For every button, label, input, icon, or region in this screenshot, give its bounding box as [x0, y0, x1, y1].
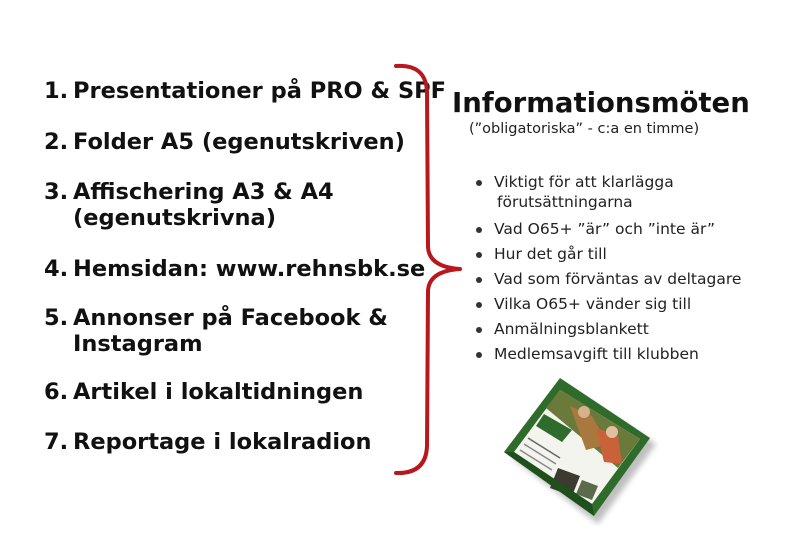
list-item [44, 179, 334, 231]
list-item [44, 379, 363, 405]
bullet-text: Vad som förväntas av deltagare [494, 270, 742, 288]
item-text: Hemsidan: www.rehnsbk.se [73, 256, 426, 282]
bullet-item [474, 267, 741, 292]
item-text: Artikel i lokaltidningen [73, 379, 364, 405]
bullet-text: Vad O65+ ”är” och ”inte är” [494, 220, 716, 238]
bullet-dot-icon [476, 180, 482, 186]
bullet-item [474, 317, 741, 342]
bullet-text: Viktigt för att klarlägga [494, 173, 674, 191]
item-number: 5. [44, 305, 69, 331]
item-number: 6. [44, 379, 69, 405]
list-item [44, 429, 372, 455]
info-subtitle: (”obligatoriska” - c:a en timme) [469, 121, 700, 137]
item-number: 1. [44, 78, 69, 104]
item-number: 7. [44, 429, 69, 455]
bullet-text: Hur det går till [494, 245, 607, 263]
bullet-item [474, 292, 741, 317]
bullet-text: Anmälningsblankett [494, 320, 649, 338]
item-text: Folder A5 (egenutskriven) [73, 129, 405, 155]
bullet-text: Medlemsavgift till klubben [494, 345, 699, 363]
curly-brace-icon [388, 62, 468, 480]
bullet-item [474, 217, 741, 242]
bullet-dot-icon [476, 277, 482, 283]
bullet-text: Vilka O65+ vänder sig till [494, 295, 692, 313]
bullet-text-line2: förutsättningarna [497, 193, 633, 211]
brochure-image [500, 376, 660, 526]
item-number: 4. [44, 256, 69, 282]
bullet-item [474, 170, 741, 215]
list-item [44, 305, 388, 357]
item-text: Annonser på Facebook & [73, 305, 388, 331]
item-text-line2: Instagram [73, 331, 203, 357]
item-number: 2. [44, 129, 69, 155]
bullet-dot-icon [476, 302, 482, 308]
brochure-cover [504, 378, 650, 516]
item-text-line2: (egenutskrivna) [73, 205, 277, 231]
item-text: Reportage i lokalradion [73, 429, 372, 455]
bullet-dot-icon [476, 227, 482, 233]
list-item [44, 256, 425, 282]
bullet-dot-icon [476, 252, 482, 258]
bullet-dot-icon [476, 352, 482, 358]
list-item [44, 129, 405, 155]
list-item [44, 78, 446, 104]
info-bullet-list [474, 170, 741, 367]
item-number: 3. [44, 179, 69, 205]
bullet-dot-icon [476, 327, 482, 333]
item-text: Affischering A3 & A4 [73, 179, 334, 205]
item-text: Presentationer på PRO & SPF [73, 78, 447, 104]
bullet-item [474, 242, 741, 267]
bullet-item [474, 342, 741, 367]
info-title: Informationsmöten [452, 87, 750, 119]
